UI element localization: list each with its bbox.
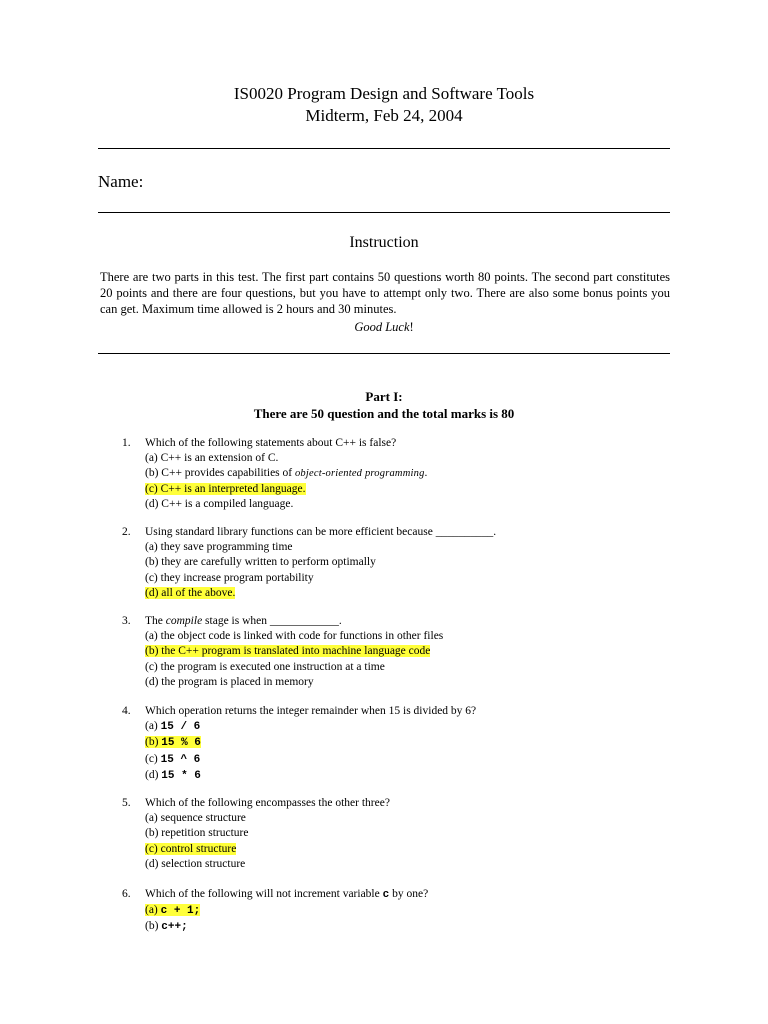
question-stem: Which operation returns the integer remainder when 15 is divided by 6? bbox=[145, 705, 477, 717]
question-stem bbox=[145, 887, 428, 903]
good-luck bbox=[0, 320, 768, 335]
stem-pre: The bbox=[145, 615, 166, 627]
option-code: 15 % 6 bbox=[161, 737, 201, 750]
divider bbox=[98, 148, 670, 149]
option-b bbox=[145, 919, 428, 935]
option-d: (d) selection structure bbox=[145, 857, 246, 870]
stem-pre: Which of the following will not increment variable bbox=[145, 888, 383, 900]
question-number: 5. bbox=[122, 797, 131, 809]
question-number: 3. bbox=[122, 615, 131, 627]
option-d: (d) the program is placed in memory bbox=[145, 675, 314, 688]
option-label: (a) bbox=[145, 904, 161, 917]
question-number: 4. bbox=[122, 705, 131, 717]
option-label: (c) bbox=[145, 752, 161, 765]
option-label: (b) bbox=[145, 736, 162, 749]
stem-emphasis: compile bbox=[165, 615, 203, 627]
option-b-text: (b) C++ provides capabilities of bbox=[145, 467, 295, 480]
option-code: c + 1; bbox=[160, 905, 201, 918]
option-code: 15 * 6 bbox=[161, 769, 201, 782]
option-c bbox=[145, 752, 476, 768]
part-subheading: There are 50 question and the total marks is 80 bbox=[253, 406, 515, 421]
divider bbox=[98, 353, 670, 354]
stem-code: c bbox=[382, 889, 390, 901]
divider bbox=[98, 212, 670, 213]
stem-post: by one? bbox=[389, 888, 429, 900]
option-a: (a) sequence structure bbox=[145, 812, 246, 825]
question-number: 6. bbox=[122, 888, 131, 900]
option-d bbox=[145, 768, 476, 784]
option-d-answer: (d) all of the above. bbox=[145, 586, 236, 599]
question-stem: Which of the following statements about C++ is false? bbox=[145, 437, 397, 449]
good-luck-text: Good Luck bbox=[354, 320, 410, 334]
good-luck-punct: ! bbox=[409, 320, 414, 334]
exam-title: IS0020 Program Design and Software Tools bbox=[233, 84, 535, 103]
option-label: (a) bbox=[145, 720, 161, 733]
option-b-answer bbox=[145, 736, 201, 748]
option-code: 15 ^ 6 bbox=[160, 753, 201, 766]
option-code: 15 / 6 bbox=[160, 721, 201, 734]
option-a: (a) the object code is linked with code for functions in other files bbox=[145, 630, 444, 643]
question-stem: Which of the following encompasses the other three? bbox=[145, 797, 390, 809]
option-label: (b) bbox=[145, 920, 162, 933]
option-c: (c) they increase program portability bbox=[145, 571, 314, 584]
option-a bbox=[145, 719, 476, 735]
instruction-heading: Instruction bbox=[349, 234, 419, 251]
instruction-text: There are two parts in this test. The first part contains 50 questions worth 80 points. The second part constitutes 20 points and there are four questions, but you have to attempt only two. There are also some bonus points you can get. Maximum time allowed is 2 hours and 30 minutes. bbox=[100, 270, 670, 316]
option-label: (d) bbox=[145, 768, 162, 781]
option-d: (d) C++ is a compiled language. bbox=[145, 497, 294, 510]
option-b: (b) repetition structure bbox=[145, 827, 249, 840]
option-b-end: . bbox=[424, 467, 428, 480]
option-b bbox=[145, 466, 427, 481]
option-c-answer: (c) C++ is an interpreted language. bbox=[145, 482, 306, 495]
part-heading: Part I: bbox=[365, 389, 403, 404]
question-stem: Using standard library functions can be more efficient because __________. bbox=[145, 526, 497, 538]
exam-date: Midterm, Feb 24, 2004 bbox=[305, 106, 463, 125]
option-a-answer bbox=[145, 904, 200, 916]
stem-post: stage is when ____________. bbox=[202, 615, 342, 627]
question-number: 2. bbox=[122, 526, 131, 538]
question-stem bbox=[145, 614, 443, 629]
name-label: Name: bbox=[98, 172, 144, 191]
option-c: (c) the program is executed one instruction at a time bbox=[145, 660, 385, 673]
option-b-emphasis: object-oriented programming bbox=[294, 468, 425, 480]
option-a: (a) they save programming time bbox=[145, 541, 293, 554]
option-b-answer: (b) the C++ program is translated into machine language code bbox=[145, 645, 431, 658]
option-b: (b) they are carefully written to perform optimally bbox=[145, 556, 376, 569]
option-code: c++; bbox=[161, 921, 188, 934]
option-a: (a) C++ is an extension of C. bbox=[145, 452, 279, 465]
question-number: 1. bbox=[122, 437, 131, 449]
option-c-answer: (c) control structure bbox=[145, 842, 237, 855]
